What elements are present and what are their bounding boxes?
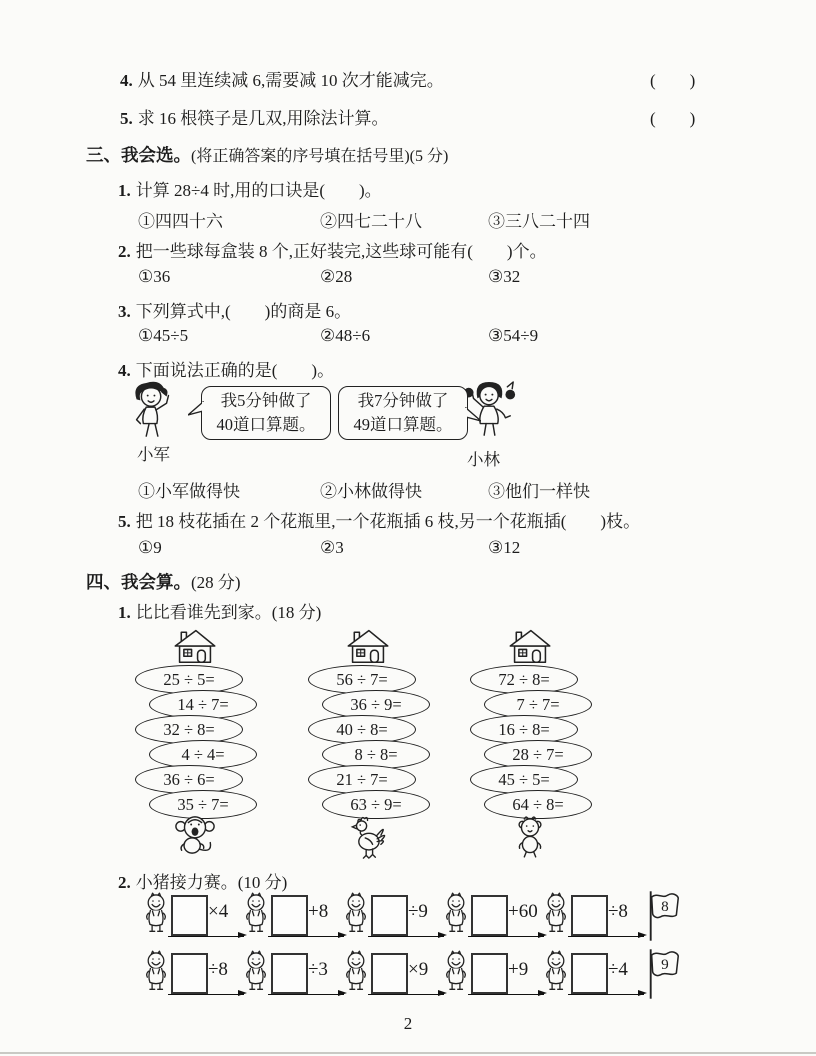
relay-step — [243, 889, 343, 947]
answer-box[interactable] — [571, 895, 608, 936]
division-problem-oval[interactable]: 25 ÷ 5= — [135, 665, 243, 694]
option-1[interactable]: ①9 — [138, 538, 162, 557]
choice-q5-options — [0, 538, 816, 562]
race-column-1 — [115, 628, 275, 860]
pig-icon — [243, 949, 269, 995]
relay-step — [143, 889, 243, 947]
relay-step — [143, 947, 243, 1005]
operation-label: ×4 — [208, 901, 229, 922]
arrow-icon — [368, 936, 444, 937]
arrow-icon — [168, 936, 244, 937]
division-problem-oval[interactable]: 4 ÷ 4= — [149, 740, 257, 769]
option-2[interactable]: ②小林做得快 — [320, 482, 422, 501]
section3-title — [86, 142, 448, 167]
arrow-icon — [468, 936, 544, 937]
operation-label: ÷8 — [208, 959, 228, 980]
boy-speech-bubble — [201, 386, 331, 440]
pig-icon — [143, 949, 169, 995]
division-problem-oval[interactable]: 40 ÷ 8= — [308, 715, 416, 744]
relay-step — [443, 947, 543, 1005]
answer-box[interactable] — [371, 953, 408, 994]
arrow-icon — [268, 936, 344, 937]
division-problem-oval[interactable]: 63 ÷ 9= — [322, 790, 430, 819]
division-problem-oval[interactable]: 56 ÷ 7= — [308, 665, 416, 694]
house-icon — [346, 628, 390, 664]
division-problem-oval[interactable]: 35 ÷ 7= — [149, 790, 257, 819]
relay-row-2 — [0, 947, 816, 1005]
pig-icon — [543, 949, 569, 995]
option-2[interactable]: ②四七二十八 — [320, 212, 422, 231]
scan-edge-line — [0, 1052, 816, 1054]
division-problem-oval[interactable]: 14 ÷ 7= — [149, 690, 257, 719]
answer-box[interactable] — [271, 953, 308, 994]
relay-step — [443, 889, 543, 947]
pig-icon — [543, 891, 569, 937]
answer-box[interactable] — [171, 953, 208, 994]
answer-box[interactable] — [371, 895, 408, 936]
section4-title-text: 四、我会算。 — [86, 572, 191, 592]
pig-icon — [243, 891, 269, 937]
bubble-line-1: 我5分钟做了 — [220, 391, 312, 410]
answer-box[interactable] — [471, 895, 508, 936]
question-text: 下面说法正确的是( )。 — [135, 361, 335, 380]
operation-label: +8 — [308, 901, 329, 922]
division-problem-oval[interactable]: 7 ÷ 7= — [484, 690, 592, 719]
bubble-line-2: 40道口算题。 — [216, 415, 316, 434]
arrow-icon — [268, 994, 344, 995]
bubble-line-1: 我7分钟做了 — [357, 391, 449, 410]
relay-step — [243, 947, 343, 1005]
question-number: 5. — [118, 512, 131, 531]
pig-icon — [143, 891, 169, 937]
option-1[interactable]: ①36 — [138, 267, 171, 286]
judge-item-5 — [120, 104, 389, 129]
arrow-icon — [568, 994, 644, 995]
division-problem-oval[interactable]: 72 ÷ 8= — [470, 665, 578, 694]
answer-box[interactable] — [571, 953, 608, 994]
question-text: 比比看谁先到家。(18 分) — [135, 603, 322, 622]
answer-box[interactable] — [471, 953, 508, 994]
answer-box[interactable] — [171, 895, 208, 936]
option-1[interactable]: ①45÷5 — [138, 326, 189, 345]
option-2[interactable]: ②3 — [320, 538, 344, 557]
question-text: 从 54 里连续减 6,需要减 10 次才能减完。 — [137, 71, 444, 90]
option-3[interactable]: ③54÷9 — [488, 326, 539, 345]
option-1[interactable]: ①四四十六 — [138, 212, 223, 231]
section3-title-text: 三、我会选。 — [86, 145, 191, 165]
question-number: 4. — [120, 71, 133, 90]
operation-label: ÷8 — [608, 901, 628, 922]
question-text: 把一些球每盒装 8 个,正好装完,这些球可能有( )个。 — [135, 242, 547, 261]
answer-bracket[interactable]: ( ) — [650, 71, 696, 90]
operation-label: ÷9 — [408, 901, 428, 922]
bubble-line-2: 49道口算题。 — [353, 415, 453, 434]
rooster-icon — [348, 814, 388, 860]
division-problem-oval[interactable]: 32 ÷ 8= — [135, 715, 243, 744]
question-text: 下列算式中,( )的商是 6。 — [135, 302, 352, 321]
calf-icon — [512, 814, 548, 858]
option-3[interactable]: ③他们一样快 — [488, 482, 590, 501]
option-1[interactable]: ①小军做得快 — [138, 482, 240, 501]
girl-speech-bubble — [338, 386, 468, 440]
question-number: 5. — [120, 109, 133, 128]
question-number: 1. — [118, 603, 131, 622]
question-number: 2. — [118, 873, 131, 892]
choice-q2-options — [0, 267, 816, 291]
pig-icon — [443, 949, 469, 995]
relay-step — [543, 889, 643, 947]
house-icon — [173, 628, 217, 664]
choice-q1 — [118, 176, 382, 201]
page-number: 2 — [403, 1014, 413, 1033]
question-number: 1. — [118, 181, 131, 200]
race-home-title — [118, 598, 321, 623]
choice-q1-options — [0, 207, 816, 231]
division-problem-oval[interactable]: 36 ÷ 6= — [135, 765, 243, 794]
section3-subtitle: (将正确答案的序号填在括号里)(5 分) — [191, 148, 449, 165]
monkey-icon — [173, 814, 217, 856]
race-column-3 — [450, 628, 610, 860]
arrow-icon — [168, 994, 244, 995]
pig-icon — [343, 891, 369, 937]
choice-q4-options — [0, 477, 816, 501]
division-problem-oval[interactable]: 45 ÷ 5= — [470, 765, 578, 794]
question-text: 计算 28÷4 时,用的口诀是( )。 — [135, 181, 382, 200]
boy-name-label: 小军 — [137, 445, 170, 464]
relay-row-1 — [0, 889, 816, 947]
bubble-tail-icon — [465, 407, 481, 425]
question-text: 小猪接力赛。(10 分) — [135, 873, 288, 892]
division-problem-oval[interactable]: 8 ÷ 8= — [322, 740, 430, 769]
division-problem-oval[interactable]: 36 ÷ 9= — [322, 690, 430, 719]
arrow-icon — [368, 994, 444, 995]
choice-q3 — [118, 297, 351, 322]
choice-q4 — [118, 356, 334, 381]
answer-bracket[interactable]: ( ) — [650, 109, 696, 128]
bubble-tail-icon — [188, 401, 204, 419]
question-number: 2. — [118, 242, 131, 261]
operation-label: +60 — [508, 901, 538, 922]
choice-q2 — [118, 237, 547, 262]
operation-label: ×9 — [408, 959, 429, 980]
finish-flag-icon — [645, 947, 683, 1001]
race-column-2 — [288, 628, 448, 860]
girl-name-label: 小林 — [467, 450, 500, 469]
section4-points: (28 分) — [191, 573, 241, 592]
house-icon — [508, 628, 552, 664]
pig-icon — [343, 949, 369, 995]
section4-title — [86, 568, 241, 594]
relay-step — [543, 947, 643, 1005]
division-problem-oval[interactable]: 64 ÷ 8= — [484, 790, 592, 819]
flag-number: 9 — [661, 956, 669, 974]
question-text: 求 16 根筷子是几双,用除法计算。 — [137, 109, 389, 128]
relay-step — [343, 947, 443, 1005]
option-3[interactable]: ③12 — [488, 538, 521, 557]
relay-step — [343, 889, 443, 947]
option-2[interactable]: ②28 — [320, 267, 353, 286]
pig-icon — [443, 891, 469, 937]
choice-q5 — [118, 507, 640, 532]
question-text: 把 18 枝花插在 2 个花瓶里,一个花瓶插 6 枝,另一个花瓶插( )枝。 — [135, 512, 641, 531]
flag-number: 8 — [661, 898, 669, 916]
answer-box[interactable] — [271, 895, 308, 936]
arrow-icon — [568, 936, 644, 937]
operation-label: ÷3 — [308, 959, 328, 980]
question-number: 4. — [118, 361, 131, 380]
question-number: 3. — [118, 302, 131, 321]
option-3[interactable]: ③三八二十四 — [488, 212, 590, 231]
option-2[interactable]: ②48÷6 — [320, 326, 371, 345]
arrow-icon — [468, 994, 544, 995]
choice-q3-options — [0, 326, 816, 350]
operation-label: +9 — [508, 959, 529, 980]
judge-item-4 — [120, 66, 444, 91]
operation-label: ÷4 — [608, 959, 628, 980]
finish-flag-icon — [645, 889, 683, 943]
division-problem-oval[interactable]: 16 ÷ 8= — [470, 715, 578, 744]
division-problem-oval[interactable]: 28 ÷ 7= — [484, 740, 592, 769]
boy-icon — [124, 380, 182, 442]
division-problem-oval[interactable]: 21 ÷ 7= — [308, 765, 416, 794]
option-3[interactable]: ③32 — [488, 267, 521, 286]
